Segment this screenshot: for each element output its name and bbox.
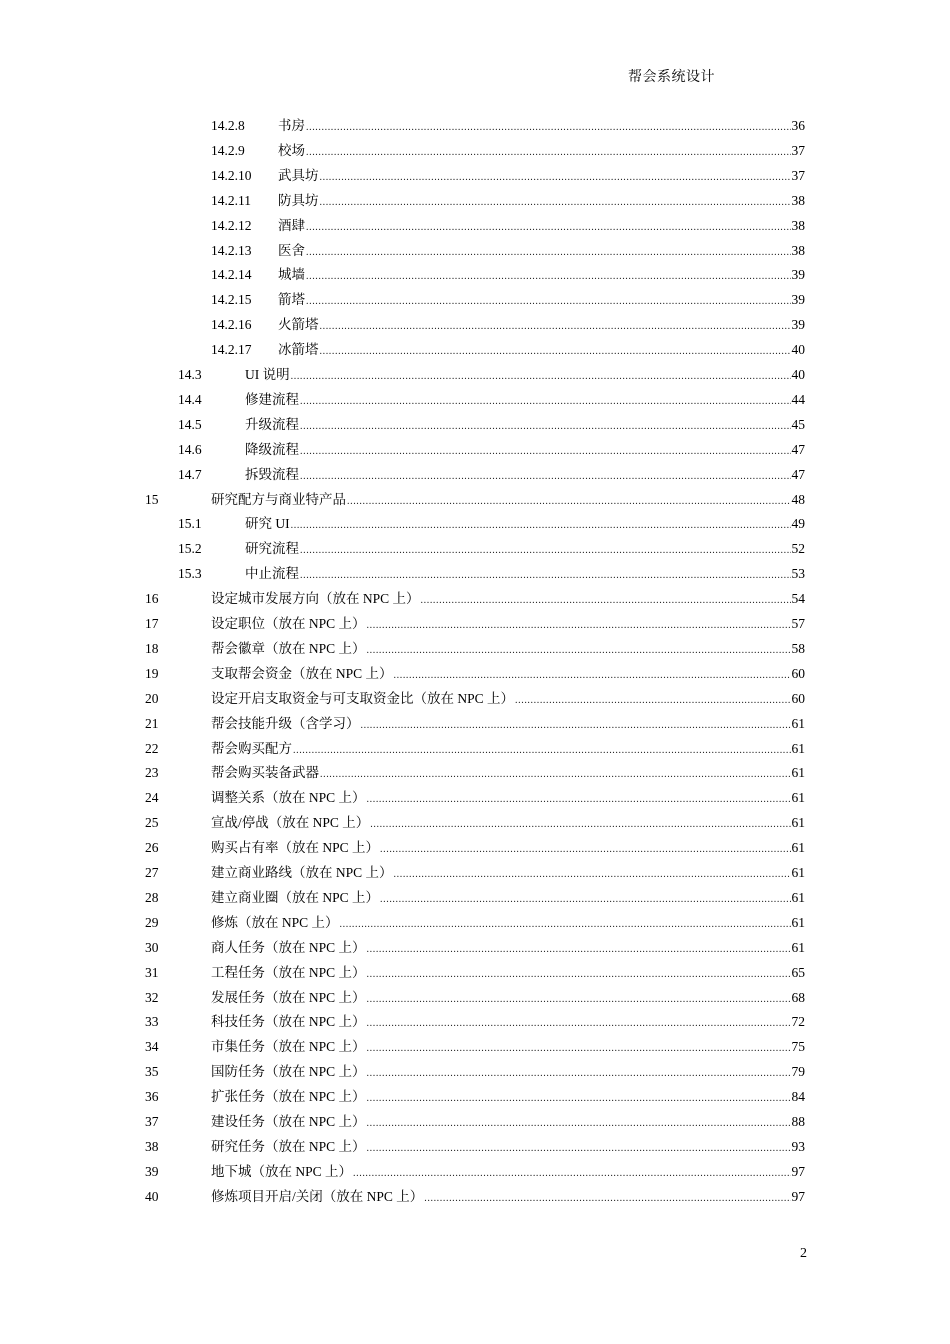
toc-entry-number: 30	[145, 939, 159, 955]
toc-entry-page: 49	[791, 516, 805, 532]
toc-entry-page: 75	[791, 1039, 805, 1055]
toc-entry-page: 97	[791, 1163, 805, 1179]
toc-entry-number: 17	[145, 616, 159, 631]
toc-entry[interactable]	[0, 489, 950, 511]
toc-entry-title: 城墙	[278, 267, 305, 283]
toc-entry-number: 25	[145, 815, 159, 831]
toc-entry-page: 61	[791, 865, 805, 880]
toc-entry[interactable]	[0, 1036, 950, 1058]
toc-entry-title: 支取帮会资金（放在 NPC 上）	[211, 665, 393, 681]
toc-entry-title: 建设任务（放在 NPC 上）	[211, 1114, 366, 1129]
toc-dot-leader	[306, 242, 791, 264]
toc-entry[interactable]	[0, 115, 950, 137]
toc-entry[interactable]	[0, 862, 950, 884]
toc-dot-leader	[367, 1038, 791, 1060]
toc-dot-leader	[515, 690, 790, 712]
toc-entry[interactable]	[0, 613, 950, 635]
toc-entry-page: 53	[791, 566, 805, 582]
toc-entry-page: 37	[791, 167, 805, 183]
toc-entry-title: 升级流程	[245, 416, 299, 432]
toc-entry[interactable]	[0, 663, 950, 685]
toc-entry[interactable]	[0, 1186, 950, 1208]
toc-dot-leader	[361, 715, 791, 737]
toc-entry-page: 97	[791, 1188, 805, 1204]
toc-entry-page: 37	[791, 142, 805, 158]
toc-entry-number: 27	[145, 865, 159, 880]
toc-entry-number: 19	[145, 665, 159, 681]
toc-entry[interactable]	[0, 1111, 950, 1133]
toc-entry-title: 研究 UI	[245, 516, 290, 532]
toc-entry[interactable]	[0, 588, 950, 610]
toc-entry-number: 15.3	[178, 566, 202, 582]
toc-entry-page: 61	[791, 740, 805, 756]
toc-entry-number: 14.2.10	[211, 167, 252, 183]
toc-entry-title: 校场	[278, 142, 305, 158]
toc-entry[interactable]	[0, 912, 950, 934]
toc-entry-title: 科技任务（放在 NPC 上）	[211, 1014, 366, 1030]
toc-entry-number: 40	[145, 1188, 159, 1204]
toc-entry-page: 65	[791, 964, 805, 980]
toc-dot-leader	[367, 939, 791, 961]
toc-dot-leader	[367, 1138, 791, 1160]
toc-entry-page: 38	[791, 217, 805, 233]
toc-entry-title: 设定城市发展方向（放在 NPC 上）	[211, 591, 420, 607]
toc-dot-leader	[320, 192, 791, 214]
toc-entry-title: 帮会技能升级（含学习）	[211, 715, 360, 731]
toc-entry[interactable]	[0, 215, 950, 237]
toc-dot-leader	[367, 1088, 791, 1110]
toc-entry-page: 38	[791, 192, 805, 208]
toc-entry-number: 23	[145, 765, 159, 781]
toc-dot-leader	[291, 515, 791, 537]
toc-entry-title: UI 说明	[245, 367, 290, 382]
toc-entry[interactable]	[0, 140, 950, 162]
toc-entry[interactable]	[0, 339, 950, 361]
toc-dot-leader	[367, 640, 791, 662]
toc-entry-title: 防具坊	[278, 192, 319, 208]
toc-entry[interactable]	[0, 513, 950, 535]
toc-entry[interactable]	[0, 1061, 950, 1083]
toc-entry-number: 14.2.14	[211, 267, 252, 283]
toc-dot-leader	[300, 416, 791, 438]
toc-entry-title: 调整关系（放在 NPC 上）	[211, 790, 366, 806]
toc-dot-leader	[320, 764, 791, 786]
toc-entry-page: 58	[791, 640, 805, 656]
toc-entry-number: 16	[145, 591, 159, 607]
toc-entry-title: 设定开启支取资金与可支取资金比（放在 NPC 上）	[211, 690, 515, 706]
toc-entry[interactable]	[0, 264, 950, 286]
toc-entry[interactable]	[0, 713, 950, 735]
toc-entry[interactable]	[0, 190, 950, 212]
toc-entry[interactable]	[0, 812, 950, 834]
toc-entry-title: 工程任务（放在 NPC 上）	[211, 964, 366, 980]
toc-entry[interactable]	[0, 962, 950, 984]
toc-entry[interactable]	[0, 165, 950, 187]
toc-entry-page: 60	[791, 690, 805, 706]
toc-dot-leader	[424, 1188, 790, 1210]
toc-dot-leader	[306, 217, 791, 239]
toc-entry-page: 57	[791, 616, 805, 631]
toc-entry-number: 15.1	[178, 516, 202, 532]
toc-dot-leader	[367, 964, 791, 986]
toc-entry-number: 14.4	[178, 391, 202, 407]
toc-entry-number: 14.7	[178, 466, 202, 482]
toc-entry-number: 14.2.16	[211, 317, 252, 333]
page-number: 2	[800, 1246, 807, 1261]
toc-entry-title: 武具坊	[278, 167, 319, 183]
toc-entry-page: 36	[791, 118, 805, 133]
toc-entry-number: 22	[145, 740, 159, 756]
toc-dot-leader	[380, 889, 790, 911]
toc-entry-page: 60	[791, 665, 805, 681]
toc-entry-page: 72	[791, 1014, 805, 1030]
toc-entry-page: 47	[791, 466, 805, 482]
toc-entry-number: 20	[145, 690, 159, 706]
toc-entry-number: 14.2.17	[211, 342, 252, 358]
toc-entry[interactable]	[0, 837, 950, 859]
toc-entry-page: 88	[791, 1114, 805, 1129]
toc-entry[interactable]	[0, 538, 950, 560]
toc-dot-leader	[367, 789, 791, 811]
toc-entry[interactable]	[0, 314, 950, 336]
toc-entry-title: 医舍	[278, 242, 305, 258]
toc-entry-title: 修炼项目开启/关闭（放在 NPC 上）	[211, 1188, 424, 1204]
toc-entry-number: 24	[145, 790, 159, 806]
toc-entry-page: 93	[791, 1138, 805, 1154]
toc-entry[interactable]	[0, 688, 950, 710]
toc-entry-page: 40	[791, 342, 805, 358]
toc-entry-page: 39	[791, 267, 805, 283]
toc-entry-page: 68	[791, 989, 805, 1005]
toc-dot-leader	[367, 615, 791, 637]
toc-entry-title: 帮会购买装备武器	[211, 765, 319, 781]
toc-entry-title: 书房	[278, 118, 305, 133]
toc-dot-leader	[370, 814, 790, 836]
toc-dot-leader	[367, 1063, 791, 1085]
toc-entry-title: 修建流程	[245, 391, 299, 407]
toc-entry-title: 研究配方与商业特产品	[211, 491, 346, 507]
toc-entry[interactable]	[0, 1161, 950, 1183]
toc-entry-title: 建立商业路线（放在 NPC 上）	[211, 865, 393, 880]
toc-entry-title: 市集任务（放在 NPC 上）	[211, 1039, 366, 1055]
toc-entry-page: 39	[791, 317, 805, 333]
toc-dot-leader	[300, 466, 791, 488]
toc-dot-leader	[300, 540, 791, 562]
toc-entry-title: 设定职位（放在 NPC 上）	[211, 616, 366, 631]
toc-entry-title: 商人任务（放在 NPC 上）	[211, 939, 366, 955]
toc-entry-page: 38	[791, 242, 805, 258]
toc-entry-title: 宣战/停战（放在 NPC 上）	[211, 815, 370, 831]
toc-entry-number: 14.2.9	[211, 142, 245, 158]
toc-dot-leader	[394, 665, 791, 687]
toc-entry-number: 31	[145, 964, 159, 980]
toc-entry-page: 61	[791, 765, 805, 781]
toc-entry-number: 15.2	[178, 541, 202, 557]
toc-entry[interactable]	[0, 1086, 950, 1108]
toc-entry[interactable]	[0, 240, 950, 262]
toc-entry-number: 21	[145, 715, 159, 731]
toc-entry-page: 40	[791, 367, 805, 382]
toc-dot-leader	[421, 590, 791, 612]
toc-entry-title: 研究任务（放在 NPC 上）	[211, 1138, 366, 1154]
toc-entry-title: 地下城（放在 NPC 上）	[211, 1163, 353, 1179]
toc-dot-leader	[367, 989, 791, 1011]
toc-entry-page: 48	[791, 491, 805, 507]
toc-dot-leader	[320, 341, 791, 363]
toc-entry-number: 14.2.11	[211, 192, 251, 208]
toc-entry-title: 帮会徽章（放在 NPC 上）	[211, 640, 366, 656]
toc-entry-number: 32	[145, 989, 159, 1005]
toc-entry-title: 研究流程	[245, 541, 299, 557]
toc-dot-leader	[306, 291, 791, 313]
toc-dot-leader	[306, 266, 791, 288]
toc-entry-title: 建立商业圈（放在 NPC 上）	[211, 889, 380, 905]
toc-entry-title: 发展任务（放在 NPC 上）	[211, 989, 366, 1005]
toc-entry[interactable]	[0, 762, 950, 784]
toc-entry-title: 国防任务（放在 NPC 上）	[211, 1064, 366, 1080]
toc-entry-title: 扩张任务（放在 NPC 上）	[211, 1089, 366, 1105]
toc-dot-leader	[300, 441, 791, 463]
toc-dot-leader	[306, 117, 791, 139]
page-header-title: 帮会系统设计	[628, 69, 715, 85]
toc-entry-title: 降级流程	[245, 441, 299, 457]
toc-entry[interactable]	[0, 414, 950, 436]
toc-entry-number: 38	[145, 1138, 159, 1154]
toc-entry-page: 61	[791, 889, 805, 905]
toc-entry-page: 61	[791, 790, 805, 806]
toc-entry-title: 拆毁流程	[245, 466, 299, 482]
toc-entry[interactable]	[0, 937, 950, 959]
toc-entry-title: 火箭塔	[278, 317, 319, 333]
toc-dot-leader	[367, 1113, 791, 1135]
toc-entry-number: 14.2.13	[211, 242, 252, 258]
toc-entry-number: 14.2.15	[211, 292, 252, 308]
toc-dot-leader	[353, 1163, 790, 1185]
toc-dot-leader	[347, 491, 791, 513]
toc-entry[interactable]	[0, 289, 950, 311]
toc-entry-title: 购买占有率（放在 NPC 上）	[211, 840, 380, 856]
toc-entry[interactable]	[0, 787, 950, 809]
toc-entry-page: 79	[791, 1064, 805, 1080]
toc-entry-title: 箭塔	[278, 292, 305, 308]
toc-entry-title: 酒肆	[278, 217, 305, 233]
toc-dot-leader	[320, 167, 791, 189]
toc-entry-number: 34	[145, 1039, 159, 1055]
toc-dot-leader	[380, 839, 790, 861]
toc-dot-leader	[306, 142, 791, 164]
toc-entry-number: 26	[145, 840, 159, 856]
toc-entry-number: 36	[145, 1089, 159, 1105]
toc-entry[interactable]	[0, 1136, 950, 1158]
toc-entry-page: 61	[791, 914, 805, 930]
toc-dot-leader	[394, 864, 791, 886]
toc-entry-title: 中止流程	[245, 566, 299, 582]
toc-entry-number: 14.3	[178, 367, 202, 382]
toc-entry[interactable]	[0, 439, 950, 461]
toc-entry-page: 45	[791, 416, 805, 432]
toc-entry-page: 61	[791, 939, 805, 955]
toc-entry-number: 15	[145, 491, 159, 507]
toc-entry-number: 18	[145, 640, 159, 656]
toc-entry-title: 修炼（放在 NPC 上）	[211, 914, 339, 930]
toc-entry-page: 39	[791, 292, 805, 308]
toc-entry-number: 33	[145, 1014, 159, 1030]
toc-entry-number: 37	[145, 1114, 159, 1129]
toc-entry[interactable]	[0, 638, 950, 660]
toc-entry-page: 47	[791, 441, 805, 457]
toc-dot-leader	[291, 366, 791, 388]
toc-entry[interactable]	[0, 563, 950, 585]
toc-dot-leader	[300, 565, 791, 587]
toc-entry-number: 14.6	[178, 441, 202, 457]
toc-entry-number: 14.5	[178, 416, 202, 432]
toc-dot-leader	[293, 740, 791, 762]
toc-entry[interactable]	[0, 464, 950, 486]
toc-dot-leader	[367, 1013, 791, 1035]
toc-entry-page: 61	[791, 715, 805, 731]
toc-entry-page: 61	[791, 815, 805, 831]
toc-entry-number: 35	[145, 1064, 159, 1080]
toc-entry-number: 28	[145, 889, 159, 905]
toc-entry[interactable]	[0, 887, 950, 909]
toc-entry-page: 84	[791, 1089, 805, 1105]
toc-entry-title: 帮会购买配方	[211, 740, 292, 756]
toc-dot-leader	[340, 914, 791, 936]
toc-dot-leader	[300, 391, 791, 413]
toc-entry-page: 52	[791, 541, 805, 557]
toc-entry-title: 冰箭塔	[278, 342, 319, 358]
toc-entry[interactable]	[0, 389, 950, 411]
toc-entry-page: 54	[791, 591, 805, 607]
toc-entry-number: 39	[145, 1163, 159, 1179]
toc-entry-number: 14.2.8	[211, 118, 245, 133]
toc-entry-number: 14.2.12	[211, 217, 252, 233]
toc-entry[interactable]	[0, 987, 950, 1009]
toc-dot-leader	[320, 316, 791, 338]
toc-entry-number: 29	[145, 914, 159, 930]
toc-entry-page: 61	[791, 840, 805, 856]
toc-entry[interactable]	[0, 738, 950, 760]
toc-entry-page: 44	[791, 391, 805, 407]
toc-entry[interactable]	[0, 1011, 950, 1033]
toc-entry[interactable]	[0, 364, 950, 386]
